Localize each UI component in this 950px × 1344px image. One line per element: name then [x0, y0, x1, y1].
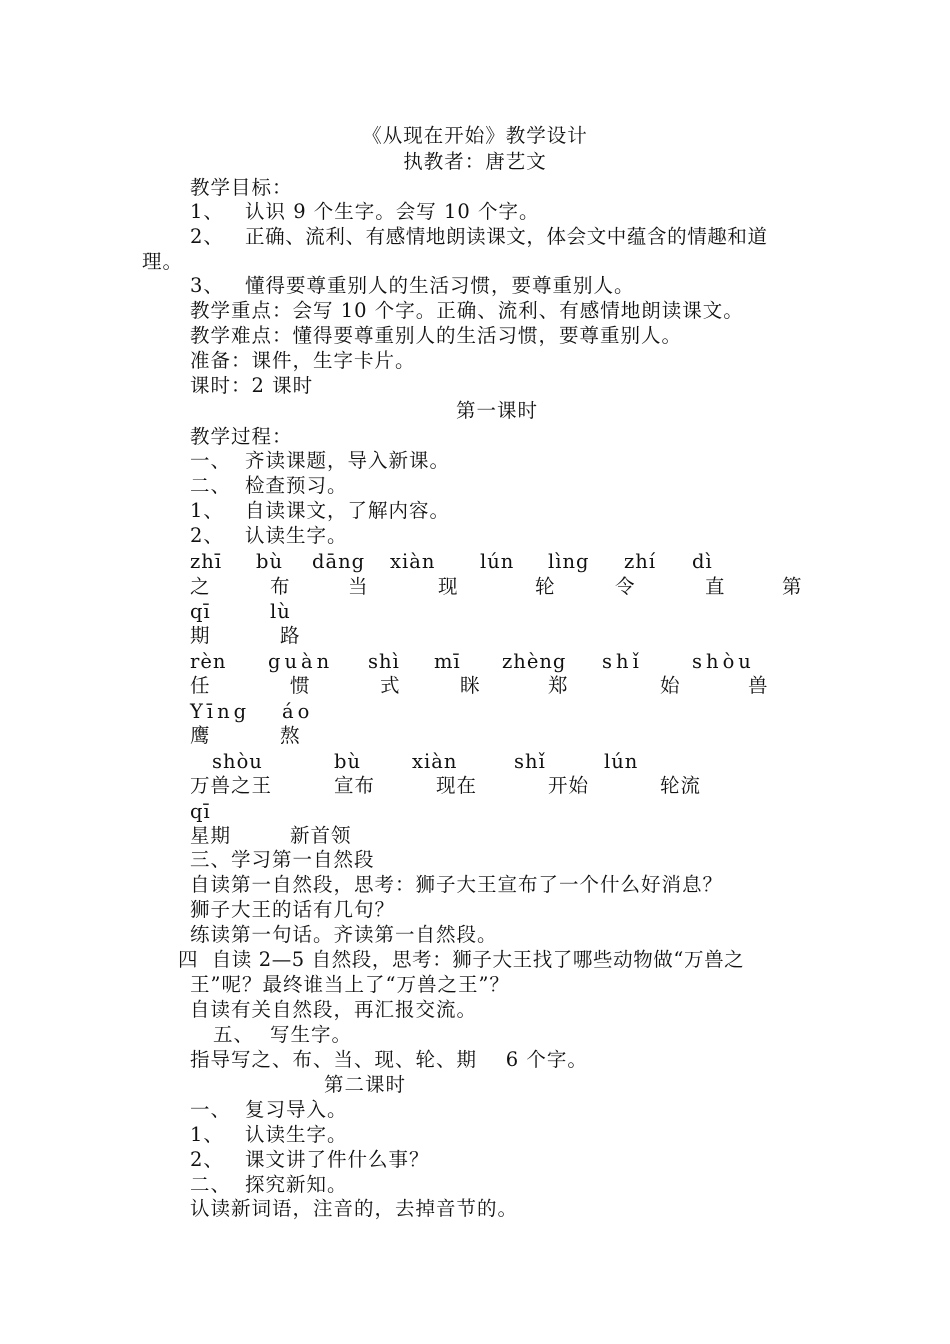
text-line: 自读第一自然段，思考：狮子大王宣布了一个什么好消息？: [190, 873, 724, 896]
author-line: 执教者：唐艺文: [403, 150, 547, 173]
page-title: 《从现在开始》教学设计: [362, 124, 588, 147]
word: 星期: [190, 824, 232, 847]
pinyin: mī: [434, 650, 461, 673]
key-point: 教学重点：会写 10 个字。正确、流利、有感情地朗读课文。: [190, 299, 744, 322]
hanzi: 任: [190, 674, 211, 697]
hanzi: 之: [190, 575, 211, 598]
goal-text: 认识 9 个生字。会写 10 个字。: [245, 200, 540, 223]
pinyin: bù: [256, 550, 284, 573]
hanzi: 路: [280, 624, 301, 647]
step-num: 一、: [190, 1098, 232, 1121]
goal-text: 懂得要尊重别人的生活习惯，要尊重别人。: [245, 274, 635, 297]
goals-heading: 教学目标：: [190, 176, 293, 199]
section-heading: 三、学习第一自然段: [190, 848, 375, 871]
step-num: 五、: [213, 1023, 255, 1046]
text-line: 认读新词语，注音的，去掉音节的。: [190, 1197, 519, 1220]
text-line: 指导写之、布、当、现、轮、期 6 个字。: [190, 1048, 588, 1071]
step-text: 自读课文，了解内容。: [245, 499, 451, 522]
goal-num: 1、: [190, 200, 224, 223]
step-text: 检查预习。: [245, 474, 348, 497]
hanzi: 第: [782, 575, 803, 598]
pinyin: xiàn: [390, 550, 436, 573]
lesson2-heading: 第二课时: [324, 1073, 407, 1096]
step-num: 一、: [190, 449, 232, 472]
word: 开始: [548, 774, 590, 797]
pinyin: qī: [190, 800, 211, 823]
goal-num: 3、: [190, 274, 224, 297]
hanzi: 始: [660, 674, 681, 697]
pinyin: qī: [190, 600, 211, 623]
pinyin: bù: [334, 750, 362, 773]
goal-text-cont: 理。: [142, 250, 184, 273]
text-line: 练读第一句话。齐读第一自然段。: [190, 923, 498, 946]
step-text: 课文讲了件什么事？: [245, 1148, 430, 1171]
step-num: 1、: [190, 499, 224, 522]
pinyin: rèn: [190, 650, 227, 673]
step-text: 写生字。: [270, 1023, 353, 1046]
text-line: 王”呢？最终谁当上了“万兽之王”？: [190, 973, 510, 996]
lesson1-heading: 第一课时: [455, 399, 538, 422]
word: 现在: [436, 774, 478, 797]
pinyin: shǐ: [514, 750, 546, 773]
hanzi: 当: [348, 575, 369, 598]
pinyin: guàn: [268, 650, 334, 673]
step-num: 二、: [190, 1173, 232, 1196]
word: 新首领: [290, 824, 352, 847]
pinyin: xiàn: [412, 750, 458, 773]
hanzi: 鹰: [190, 724, 211, 747]
pinyin: shòu: [212, 750, 263, 773]
pinyin: shǐ: [602, 650, 643, 673]
step-num: 2、: [190, 1148, 224, 1171]
step-text: 认读生字。: [245, 1123, 348, 1146]
step-text: 齐读课题，导入新课。: [245, 449, 451, 472]
pinyin: shòu: [692, 650, 755, 673]
pinyin: Yīng: [190, 700, 251, 723]
hanzi: 直: [705, 575, 726, 598]
goal-text: 正确、流利、有感情地朗读课文，体会文中蕴含的情趣和道: [245, 225, 768, 248]
pinyin: zhí: [624, 550, 657, 573]
pinyin: lù: [270, 600, 291, 623]
step-text: 复习导入。: [245, 1098, 348, 1121]
preparation: 准备：课件，生字卡片。: [190, 349, 416, 372]
text-line: 狮子大王的话有几句？: [190, 898, 396, 921]
hanzi: 熬: [280, 724, 301, 747]
hanzi: 惯: [290, 674, 311, 697]
word: 万兽之王: [190, 774, 273, 797]
step-num: 二、: [190, 474, 232, 497]
pinyin: lìng: [548, 550, 590, 573]
pinyin: dāng: [312, 550, 366, 573]
text-line: 自读有关自然段，再汇报交流。: [190, 998, 478, 1021]
pinyin: zhī: [190, 550, 223, 573]
difficulty: 教学难点：懂得要尊重别人的生活习惯，要尊重别人。: [190, 324, 683, 347]
hanzi: 式: [380, 674, 401, 697]
hanzi: 轮: [535, 575, 556, 598]
goal-num: 2、: [190, 225, 224, 248]
pinyin: lún: [604, 750, 639, 773]
class-hours: 课时：2 课时: [190, 374, 314, 397]
pinyin: zhèng: [502, 650, 567, 673]
word: 宣布: [334, 774, 376, 797]
pinyin: lún: [480, 550, 515, 573]
pinyin: dì: [692, 550, 713, 573]
hanzi: 布: [270, 575, 291, 598]
hanzi: 郑: [548, 674, 569, 697]
pinyin: áo: [282, 700, 314, 723]
text-line: 四 自读 2—5 自然段，思考：狮子大王找了哪些动物做“万兽之: [178, 948, 745, 971]
step-num: 1、: [190, 1123, 224, 1146]
word: 轮流: [660, 774, 702, 797]
hanzi: 现: [438, 575, 459, 598]
hanzi: 期: [190, 624, 211, 647]
hanzi: 眯: [460, 674, 481, 697]
step-text: 认读生字。: [245, 524, 348, 547]
step-num: 2、: [190, 524, 224, 547]
process-heading: 教学过程：: [190, 425, 293, 448]
hanzi: 兽: [748, 674, 769, 697]
pinyin: shì: [368, 650, 400, 673]
hanzi: 令: [615, 575, 636, 598]
step-text: 探究新知。: [245, 1173, 348, 1196]
